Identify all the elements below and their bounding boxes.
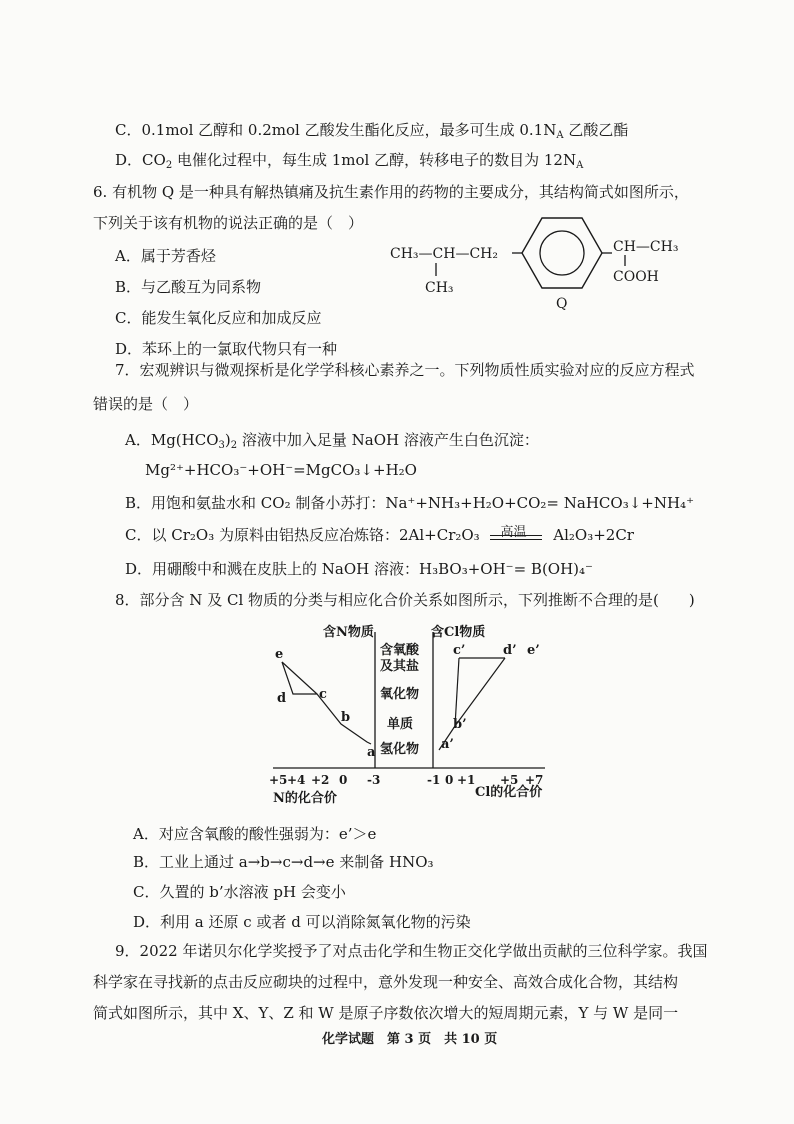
q5-option-d: D．$CO_2$ 电催化过程中，每生成 1mol 乙醇，转移电子的数目为 $12N_A$ bbox=[115, 151, 584, 171]
q7-option-b: B．用饱和氨盐水和 CO₂ 制备小苏打：Na⁺+NH₃+H₂O+CO₂= NaHCO₃↓+NH₄⁺ bbox=[125, 494, 694, 512]
structure-left-chain: CH₃—CH—CH₂ bbox=[390, 246, 498, 262]
benzene-ring bbox=[522, 218, 602, 288]
q6-stem-2: 下列关于该有机物的说法正确的是（ ） bbox=[93, 214, 364, 232]
cat-element: 单质 bbox=[387, 717, 414, 732]
svg-text:+5: +5 bbox=[269, 773, 288, 787]
q9-stem-1: 9．2022 年诺贝尔化学奖授予了对点击化学和生物正交化学做出贡献的三位科学家。我国 bbox=[115, 942, 708, 960]
svg-text:-3: -3 bbox=[367, 773, 381, 787]
q8-option-a: A．对应含氧酸的酸性强弱为：e’＞e bbox=[133, 825, 377, 843]
q7-option-a: A．$Mg(HCO_3)_2$ 溶液中加入足量 NaOH 溶液产生白色沉淀： bbox=[125, 431, 539, 451]
point-d: d bbox=[277, 691, 287, 706]
q6-option-c: C．能发生氧化反应和加成反应 bbox=[115, 309, 322, 327]
q6-option-d: D．苯环上的一氯取代物只有一种 bbox=[115, 340, 338, 358]
valence-chart bbox=[255, 618, 565, 808]
q7-option-a-equation: Mg²⁺+HCO₃⁻+OH⁻=MgCO₃↓+H₂O bbox=[145, 461, 417, 479]
svg-text:0: 0 bbox=[445, 773, 454, 787]
q7-stem-1: 7．宏观辨识与微观探析是化学学科核心素养之一。下列物质性质实验对应的反应方程式 bbox=[115, 361, 695, 379]
q9-stem-3: 简式如图所示，其中 X、Y、Z 和 W 是原子序数依次增大的短周期元素，Y 与 W 是同一 bbox=[93, 1004, 679, 1022]
cat-salt: 及其盐 bbox=[380, 659, 420, 674]
structure-cooh: COOH bbox=[613, 269, 659, 285]
q9-stem-2: 科学家在寻找新的点击反应砌块的过程中，意外发现一种安全、高效合成化合物，其结构 bbox=[93, 973, 679, 991]
structure-branch: CH₃ bbox=[425, 280, 454, 296]
point-e: e bbox=[275, 647, 284, 662]
svg-text:+5: +5 bbox=[500, 773, 519, 787]
q7-option-c: C．以 Cr₂O₃ 为原料由铝热反应冶炼铬：2Al+Cr₂O₃ 高温 Al₂O₃+2Cr bbox=[125, 525, 634, 544]
svg-text:+2: +2 bbox=[311, 773, 330, 787]
q7-stem-2: 错误的是（ ） bbox=[93, 395, 199, 413]
page-footer: 化学试题 第 3 页 共 10 页 bbox=[322, 1032, 498, 1047]
point-c-prime: c’ bbox=[453, 643, 466, 658]
svg-text:-1: -1 bbox=[427, 773, 441, 787]
point-c: c bbox=[319, 687, 327, 702]
svg-text:+4: +4 bbox=[287, 773, 306, 787]
cl-axis-title: 含Cl物质 bbox=[431, 625, 486, 640]
q8-option-c: C．久置的 b’水溶液 pH 会变小 bbox=[133, 883, 346, 901]
point-a: a bbox=[367, 745, 376, 760]
cl-axis-label: Cl的化合价 bbox=[475, 785, 543, 800]
cat-hydride: 氢化物 bbox=[380, 742, 420, 757]
svg-text:+1: +1 bbox=[457, 773, 476, 787]
n-axis-label: N的化合价 bbox=[273, 791, 337, 806]
point-b: b bbox=[341, 710, 351, 725]
structure-q bbox=[380, 208, 700, 318]
point-a-prime: a’ bbox=[441, 737, 454, 752]
structure-label: Q bbox=[556, 296, 568, 312]
q8-option-b: B．工业上通过 a→b→c→d→e 来制备 HNO₃ bbox=[133, 853, 434, 871]
q8-stem: 8．部分含 N 及 Cl 物质的分类与相应化合价关系如图所示，下列推断不合理的是( ) bbox=[115, 591, 695, 609]
point-b-prime: b’ bbox=[453, 717, 467, 732]
reaction-condition: 高温 bbox=[500, 525, 527, 540]
n-axis-title: 含N物质 bbox=[323, 625, 374, 640]
q6-stem-1: 6. 有机物 Q 是一种具有解热镇痛及抗生素作用的药物的主要成分，其结构简式如图所示， bbox=[93, 183, 689, 201]
cat-oxide: 氧化物 bbox=[380, 687, 420, 702]
svg-text:0: 0 bbox=[339, 773, 348, 787]
q8-option-d: D．利用 a 还原 c 或者 d 可以消除氮氧化物的污染 bbox=[133, 913, 471, 931]
structure-right-chain: CH—CH₃ bbox=[613, 239, 679, 255]
point-e-prime: e’ bbox=[527, 643, 540, 658]
q6-option-a: A．属于芳香烃 bbox=[115, 247, 216, 265]
q7-option-d: D．用硼酸中和溅在皮肤上的 NaOH 溶液：H₃BO₃+OH⁻= B(OH)₄⁻ bbox=[125, 560, 593, 578]
q6-option-b: B．与乙酸互为同系物 bbox=[115, 278, 262, 296]
point-d-prime: d’ bbox=[503, 643, 517, 658]
cat-oxyacid: 含氧酸 bbox=[380, 643, 420, 658]
svg-text:+7: +7 bbox=[525, 773, 544, 787]
q5-option-c: C．0.1mol 乙醇和 0.2mol 乙酸发生酯化反应，最多可生成 $0.1N_A$ 乙酸乙酯 bbox=[115, 121, 629, 141]
